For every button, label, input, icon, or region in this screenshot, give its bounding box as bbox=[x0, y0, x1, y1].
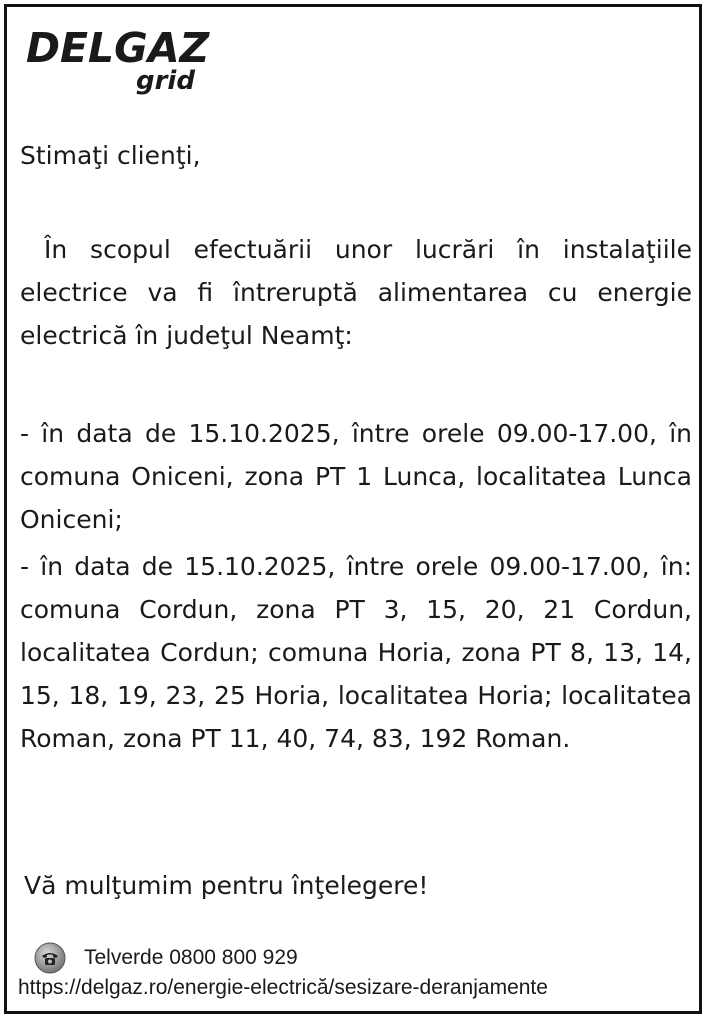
phone-number: Telverde 0800 800 929 bbox=[84, 946, 298, 969]
outage-item-1: - în data de 15.10.2025, între orele 09.00-17.00, în comuna Oniceni, zona PT 1 Lunca, localitatea Lunca Oniceni; bbox=[20, 419, 692, 534]
logo-brand: DELGAZ bbox=[26, 24, 210, 72]
outage-item-2: - în data de 15.10.2025, între orele 09.00-17.00, în: comuna Cordun, zona PT 3, 15, 20, 21 Cordun, localitatea Cordun; comuna Horia, zona PT 8, 13, 14, 15, 18, 19, 23, 25 Horia, localitatea Horia; localitatea Roman, zona PT 11, 40, 74, 83, 192 Roman. bbox=[20, 552, 692, 753]
report-fault-link[interactable]: https://delgaz.ro/energie-electrică/sesizare-deranjamente bbox=[18, 976, 548, 999]
contact-row bbox=[34, 942, 298, 974]
delgaz-logo bbox=[26, 26, 216, 100]
phone-icon bbox=[34, 942, 66, 974]
intro-paragraph: În scopul efectuării unor lucrări în instalaţiile electrice va fi întreruptă alimentarea cu energie electrică în judeţul Neamţ: bbox=[20, 235, 692, 350]
thanks-message: Vă mulţumim pentru înţelegere! bbox=[24, 871, 429, 900]
logo-sub: grid bbox=[136, 66, 195, 96]
greeting: Stimaţi clienţi, bbox=[20, 141, 201, 170]
